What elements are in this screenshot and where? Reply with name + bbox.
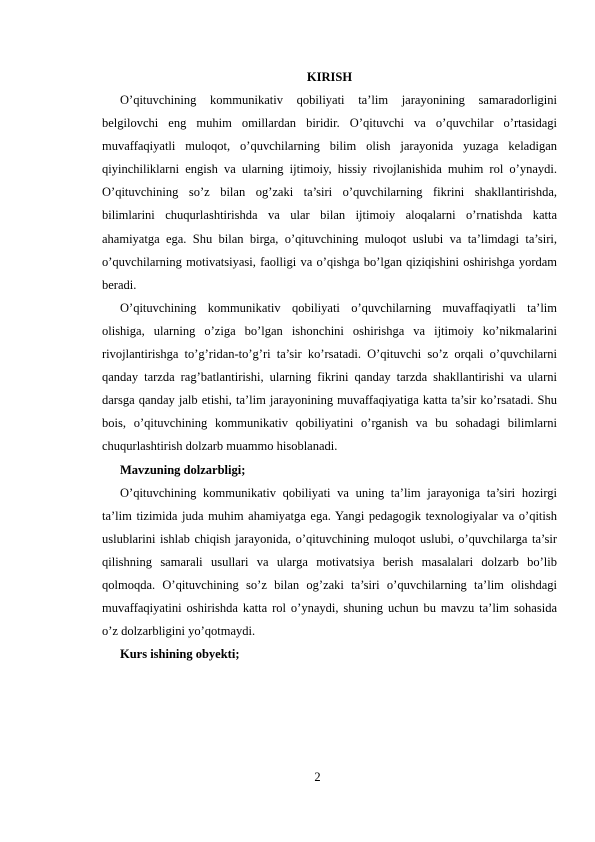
paragraph-communication-impact: O’qituvchining kommunikativ qobiliyati o’quvchilarning muvaffaqiyatli ta’lim olishiga, ularning o’ziga bo’lgan ishonchini oshirishga va ijtimoiy ko’nikmalarini rivojlantirishga to’g’ridan-to’g’ri ta’sir ko’rsatadi. O’qituvchi so’z orqali o’quvchilarni qanday tarzda rag’batlantirishi, ularning fikrini qanday tarzda shakllantirishi va ularni darsga qanday jalb etishi, ta’lim jarayonining muvaffaqiyatiga katta ta’sir ko’rsatadi. Shu bois, o’qituvchining kommunikativ qobiliyatini o’rganish va bu sohadagi bilimlarni chuqurlashtirish dolzarb muammo hisoblanadi.	[102, 300, 557, 454]
paragraph-relevance: O’qituvchining kommunikativ qobiliyati va uning ta’lim jarayoniga ta’siri hozirgi ta’lim tizimida juda muhim ahamiyatga ega. Yangi pedagogik texnologiyalar va o’qitish uslublarini ishlab chiqish jarayonida, o’qituvchining muloqot uslubi, o’quvchilarga ta’sir qilishning samarali usullari va ularga motivatsiya berish masalalari dolzarb bo’lib qolmoqda. O’qituvchining so’z bilan og’zaki ta’siri o’quvchilarning ta’lim olishdagi muvaffaqiyatini oshirishda katta rol o’ynaydi, shuning uchun bu mavzu ta’lim sohasida o’z dolzarbligini yo’qotmaydi.	[102, 485, 557, 639]
heading-relevance: Mavzuning dolzarbligi;	[120, 462, 246, 477]
paragraph-intro: O’qituvchining kommunikativ qobiliyati ta’lim jarayonining samaradorligini belgilovchi eng muhim omillardan biridir. O’qituvchi va o’quvchilar o’rtasidagi muvaffaqiyatli muloqot, o’quvchilarning bilim olish jarayonida yuzaga keladigan qiyinchiliklarni engish va ularning ijtimoiy, hissiy rivojlanishida muhim rol o’ynaydi. O’qituvchining so’z bilan og’zaki ta’siri o’quvchilarning fikrini shakllantirishda, bilimlarini chuqurlashtirishda va ular bilan ijtimoiy aloqalarni o’rnatishda katta ahamiyatga ega. Shu bilan birga, o’qituvchining muloqot uslubi va ta’limdagi ta’siri, o’quvchilarning motivatsiyasi, faolligi va o’qishga bo’lgan qiziqishini oshirishga yordam beradi.	[102, 93, 557, 292]
heading-object: Kurs ishining obyekti;	[120, 647, 240, 662]
section-title: KIRISH	[306, 70, 353, 84]
page-number: 2	[314, 770, 321, 784]
page-content	[102, 66, 557, 666]
